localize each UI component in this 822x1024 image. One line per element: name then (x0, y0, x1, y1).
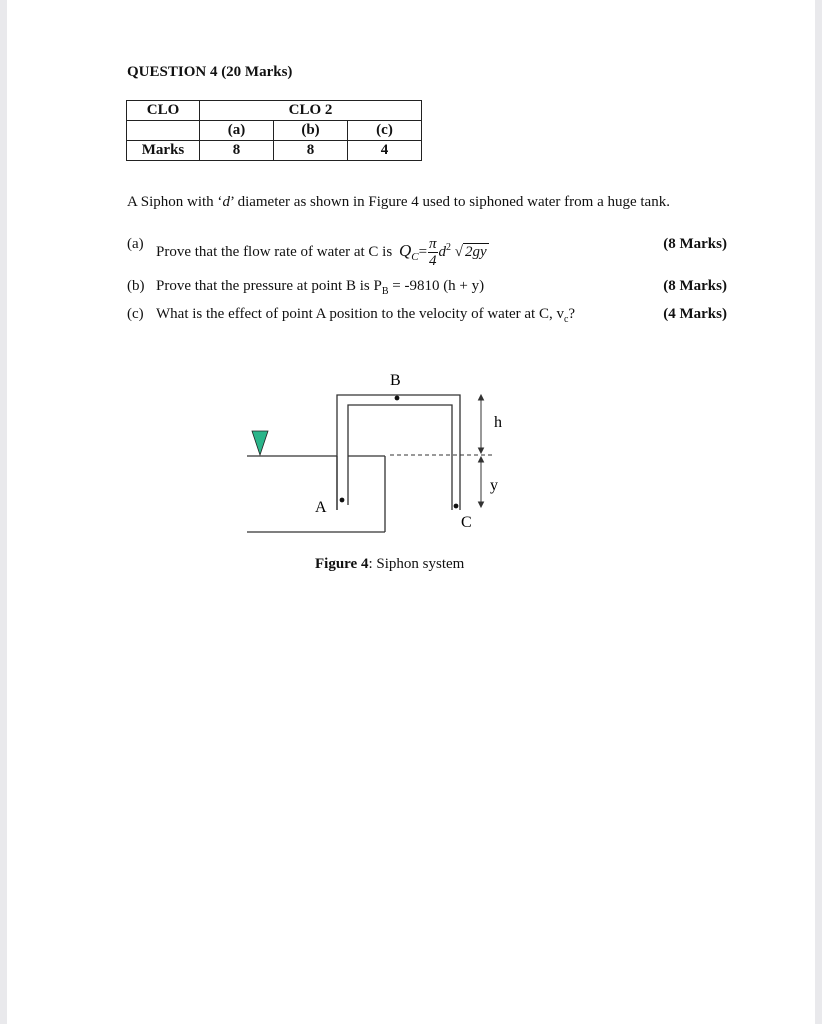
figure-caption: Figure 4: Siphon system (315, 556, 465, 572)
table-row (127, 101, 422, 121)
label-h: h (494, 414, 502, 431)
table-cell: CLO (127, 101, 200, 121)
table-cell: (c) (348, 121, 422, 141)
label-c: C (461, 514, 472, 531)
point-c-dot (454, 504, 459, 509)
water-level-marker (252, 431, 268, 455)
label-y: y (490, 477, 498, 494)
siphon-pipe (337, 395, 460, 510)
question-b: (b) Prove that the pressure at point B is $P_B = -9810$ (h + y) (8 Marks) (127, 278, 727, 297)
tank-outline (247, 456, 385, 532)
table-cell: 8 (200, 141, 274, 161)
question-heading: QUESTION 4 (20 Marks) (127, 64, 293, 80)
table-cell: Marks (127, 141, 200, 161)
point-b-dot (395, 396, 400, 401)
h-dimension (479, 395, 484, 453)
question-c: (c) What is the effect of point A position to the velocity of water at C, $v_c$? (4 Marks) (127, 306, 727, 325)
table-cell: 8 (274, 141, 348, 161)
y-dimension (479, 457, 484, 507)
question-a: (a) Prove that the flow rate of water at C is $Q_C=$ $\frac{\pi}{4}$ $d^2$ √ 2gy (8 Marks) (127, 236, 727, 269)
intro-paragraph: A Siphon with ‘d’ diameter as shown in Figure 4 used to siphoned water from a huge tank. (127, 194, 670, 210)
label-b: B (390, 372, 401, 389)
table-cell: (b) (274, 121, 348, 141)
table-row (127, 121, 422, 141)
square-root: √ 2gy (454, 243, 487, 260)
clo-marks-table (126, 100, 422, 161)
siphon-figure (240, 365, 510, 535)
point-a-dot (340, 498, 345, 503)
table-cell: (a) (200, 121, 274, 141)
table-row (127, 141, 422, 161)
table-cell: 4 (348, 141, 422, 161)
table-cell (127, 121, 200, 141)
table-cell: CLO 2 (200, 101, 422, 121)
label-a: A (315, 499, 327, 516)
pi-over-four-fraction: $\frac{\pi}{4}$ (429, 236, 437, 269)
